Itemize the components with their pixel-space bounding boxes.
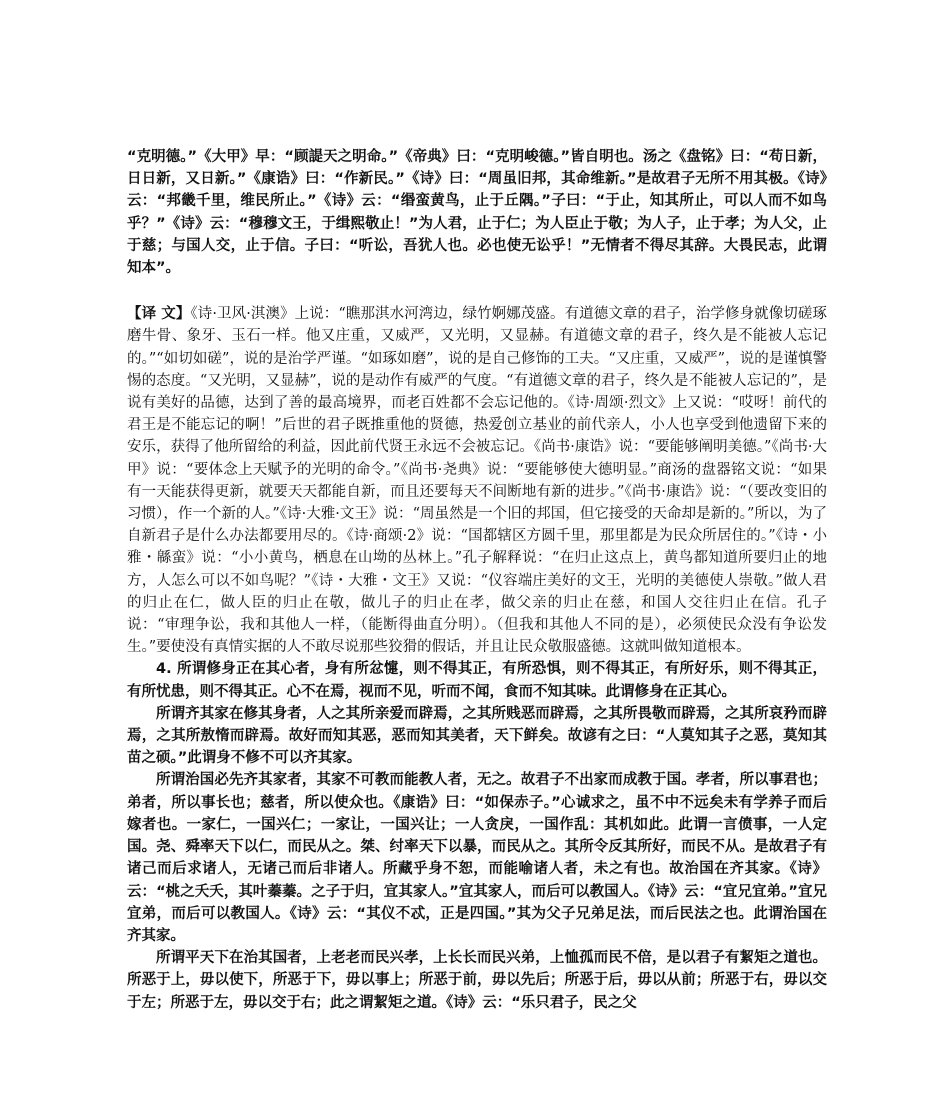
document-page [127, 146, 827, 1014]
section-4-number: 4. [156, 661, 177, 678]
paragraph-spacer [127, 279, 827, 303]
section-4-text: 所谓修身正在其心者，身有所忿懥，则不得其正，有所恐惧，则不得其正，有所好乐，则不得其正，有所忧患，则不得其正。心不在焉，视而不见，听而不闻，食而不知其味。此谓修身在正其心。 [127, 661, 827, 700]
paragraph-zhi-guo: 所谓治国必先齐其家者，其家不可教而能教人者，无之。故君子不出家而成教于国。孝者，所以事君也；弟者，所以事长也；慈者，所以使众也。《康诰》曰：“如保赤子。”心诚求之，虽不中不远矣未有学养子而后嫁者也。一家仁，一国兴仁；一家让，一国兴让；一人贪戾，一国作乱：其机如此。此谓一言偾事，一人定国。尧、舜率天下以仁，而民从之。桀、纣率天下以暴，而民从之。其所令反其所好，而民不从。是故君子有诸己而后求诸人，无诸己而后非诸人。所藏乎身不恕，而能喻诸人者，未之有也。故治国在齐其家。《诗》云：“桃之夭夭，其叶蓁蓁。之子于归，宜其家人。”宜其家人，而后可以教国人。《诗》云：“宜兄宜弟。”宜兄宜弟，而后可以教国人。《诗》云：“其仪不忒，正是四国。”其为父子兄弟足法，而后民法之也。此谓治国在齐其家。 [127, 772, 827, 944]
translation-text: 《诗·卫风·淇澳》上说：“瞧那淇水河湾边，绿竹婀娜茂盛。有道德文章的君子，治学修身就像切磋琢磨牛骨、象牙、玉石一样。他又庄重，又威严，又光明，又显赫。有道德文章的君子，终久是不能被人忘记的。”“如切如磋”，说的是治学严谨。“如琢如磨”，说的是自己修饰的工夫。“又庄重，又威严”，说的是谨慎警惕的态度。“又光明，又显赫”，说的是动作有威严的气度。“有道德文章的君子，终久是不能被人忘记的”，是说有美好的品德，达到了善的最高境界，而老百姓都不会忘记他的。《诗·周颂·烈文》上又说：“哎呀！前代的君王是不能忘记的啊！”后世的君子既推重他的贤德，热爱创立基业的前代亲人，小人也享受到他遗留下来的安乐，获得了他所留给的利益，因此前代贤王永远不会被忘记。《尚书·康诰》说：“要能够阐明美德。”《尚书·大甲》说：“要体念上天赋予的光明的命令。”《尚书·尧典》说：“要能够使大德明显。”商汤的盘器铭文说：“如果有一天能获得更新，就要天天都能自新，而且还要每天不间断地有新的进步。”《尚书·康诰》说：“（要改变旧的习惯），作一个新的人。”《诗·大雅·文王》说：“周虽然是一个旧的邦国，但它接受的天命却是新的。”所以，为了自新君子是什么办法都要用尽的。《诗·商颂·2》说：“国都辖区方圆千里，那里都是为民众所居住的。”《诗・小雅・緜蛮》说：“小小黄鸟，栖息在山坳的丛林上。”孔子解释说：“在归止这点上，黄鸟都知道所要归止的地方，人怎么可以不如鸟呢？”《诗・大雅・文王》又说：“仪容端庄美好的文王，光明的美德使人崇敬。”做人君的归止在仁，做人臣的归止在敬，做儿子的归止在孝，做父亲的归止在慈，和国人交往归止在信。孔子说：“审理争讼，我和其他人一样，（能断得曲直分明）。（但我和其他人不同的是），必须使民众没有争讼发生。”要使没有真情实据的人不敢尽说那些狡猾的假话，并且让民众敬服盛德。这就叫做知道根本。 [127, 306, 827, 656]
translation-paragraph [127, 303, 827, 658]
paragraph-qi-jia: 所谓齐其家在修其身者，人之其所亲爱而辟焉，之其所贱恶而辟焉，之其所畏敬而辟焉，之其所哀矜而辟焉，之其所敖惰而辟焉。故好而知其恶，恶而知其美者，天下鲜矣。故谚有之曰：“人莫知其子之恶，莫知其苗之硕。”此谓身不修不可以齐其家。 [127, 705, 827, 767]
section-4-paragraph [127, 658, 827, 702]
opening-classical-text: “克明德。”《大甲》早：“顾諟天之明命。”《帝典》曰：“克明峻德。”皆自明也。汤之《盘铭》曰：“苟日新，日日新，又日新。”《康诰》曰：“作新民。”《诗》曰：“周虽旧邦，其命维新。”是故君子无所不用其极。《诗》云：“邦畿千里，维民所止。”《诗》云：“缗蛮黄鸟，止于丘隅。”子曰：“于止，知其所止，可以人而不如鸟乎？”《诗》云：“穆穆文王，于缉熙敬止！”为人君，止于仁；为人臣止于敬；为人子，止于孝；为人父，止于慈；与国人交，止于信。子曰：“听讼，吾犹人也。必也使无讼乎！”无情者不得尽其辞。大畏民志，此谓知本”。 [127, 149, 827, 277]
paragraph-ping-tian-xia: 所谓平天下在治其国者，上老老而民兴孝，上长长而民兴弟，上恤孤而民不倍，是以君子有絜矩之道也。所恶于上，毋以使下，所恶于下，毋以事上；所恶于前，毋以先后；所恶于后，毋以从前；所恶于右，毋以交于左；所恶于左，毋以交于右；此之谓絜矩之道。《诗》云：“乐只君子，民之父 [127, 950, 827, 1011]
translation-label: 【译 文】 [127, 306, 191, 323]
